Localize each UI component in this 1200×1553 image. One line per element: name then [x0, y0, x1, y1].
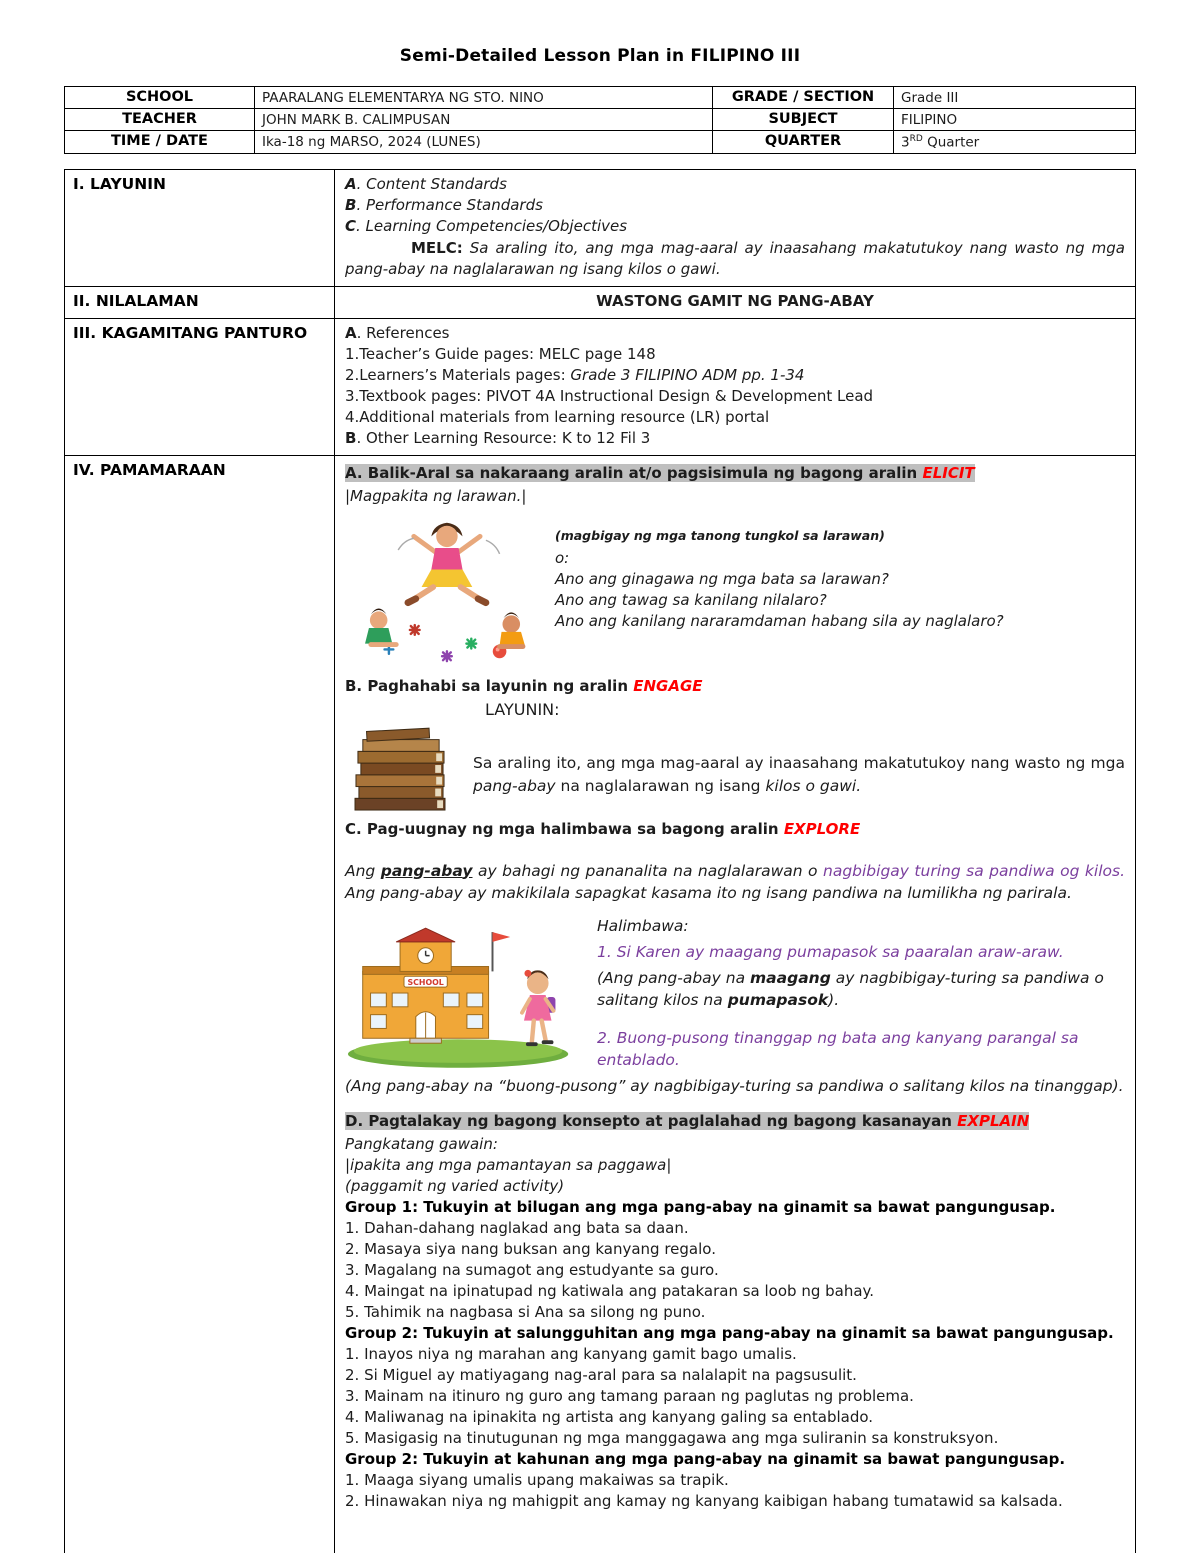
section-a-title: A. Balik-Aral sa nakaraang aralin at/o pagsisimula ng bagong aralin	[345, 463, 923, 482]
letter-c: C	[345, 216, 357, 235]
teacher-label: TEACHER	[65, 109, 255, 131]
engage-objective-paragraph	[473, 720, 1125, 798]
sitting-child-left	[365, 608, 396, 644]
reference-item-2-label: 2.Learners’s Materials pages:	[345, 365, 571, 384]
note1-text-3: ).	[828, 990, 840, 1009]
row-pamamaraan	[65, 455, 1136, 1553]
o-label: o:	[555, 548, 570, 567]
halimbawa-label: Halimbawa:	[597, 916, 689, 935]
nilalaman-row-label: II. NILALAMAN	[65, 286, 335, 318]
objective-text-1: Sa araling ito, ang mga mag-aaral ay inaasahang makatutukoy nang wasto ng mga	[473, 753, 1125, 772]
pangkatang-gawain-line: Pangkatang gawain:	[345, 1134, 498, 1153]
lesson-plan-table	[64, 169, 1136, 1553]
definition-text-1: Ang	[345, 861, 381, 880]
objective-text-2: na naglalarawan ng isang	[555, 776, 766, 795]
note1-text-1: (Ang pang-abay na	[597, 968, 751, 987]
objective-text-pang-abay: pang-abay	[473, 776, 556, 795]
melc-label: MELC:	[411, 238, 463, 257]
section-c-title: C. Pag-uugnay ng mga halimbawa sa bagong aralin	[345, 819, 784, 838]
document-title: Semi-Detailed Lesson Plan in FILIPINO III	[399, 46, 801, 66]
group-1-item: 5. Tahimik na nagbasa si Ana sa silong ng puno.	[345, 1302, 706, 1321]
note1-maagang: maagang	[750, 968, 831, 987]
question-3: Ano ang kanilang nararamdaman habang sila ay naglalaro?	[555, 611, 1004, 630]
references-text: . References	[356, 323, 450, 342]
group-2-item: 1. Inayos niya ng marahan ang kanyang gamit bago umalis.	[345, 1344, 797, 1363]
content-standards-text: . Content Standards	[356, 174, 507, 193]
reference-item-2-detail: Grade 3 FILIPINO ADM pp. 1-34	[570, 365, 805, 384]
performance-standards-text: . Performance Standards	[356, 195, 543, 214]
section-c-heading	[345, 819, 1125, 840]
row-nilalaman	[65, 286, 1136, 318]
info-row-school	[65, 87, 1136, 109]
other-resource-text: . Other Learning Resource: K to 12 Fil 3	[356, 428, 651, 447]
quarter-word: Quarter	[922, 134, 980, 151]
layunin-subheading: LAYUNIN:	[485, 699, 560, 719]
definition-text-3: Ang pang-abay ay makikilala sapagkat kasama ito ng isang pandiwa na lumilikha ng parirala.	[345, 883, 1072, 902]
group-3-title: Group 2: Tukuyin at kahunan ang mga pang-abay na ginamit sa bawat pangungusap.	[345, 1449, 1066, 1468]
row-layunin	[65, 169, 1136, 286]
layunin-content	[335, 169, 1136, 286]
reference-item-4: 4.Additional materials from learning resource (LR) portal	[345, 407, 770, 426]
section-b-body	[345, 720, 1125, 816]
definition-text-2: ay bahagi ng pananalita na naglalarawan o	[472, 861, 823, 880]
group-2-item: 4. Maliwanag na ipinakita ng artista ang kanyang galing sa entablado.	[345, 1407, 874, 1426]
example-1: 1. Si Karen ay maagang pumapasok sa paaralan araw-araw.	[597, 942, 1064, 961]
quarter-value	[894, 131, 1136, 154]
pang-abay-definition-paragraph	[345, 860, 1125, 904]
letter-b: B	[345, 428, 357, 447]
grade-section-label: GRADE / SECTION	[713, 87, 894, 109]
reference-item-2	[345, 365, 1125, 386]
letter-a: A	[345, 323, 357, 342]
definition-term: pang-abay	[380, 861, 473, 880]
kagamitan-row-label: III. KAGAMITANG PANTURO	[65, 318, 335, 455]
section-b-heading	[345, 676, 1125, 697]
sitting-child-right	[500, 612, 525, 646]
jumping-girl	[408, 522, 486, 602]
children-playing-illustration	[351, 511, 537, 667]
pamantayan-line: |ipakita ang mga pamantayan sa paggawa|	[345, 1155, 672, 1174]
example-2: 2. Buong-pusong tinanggap ng bata ang kanyang parangal sa entablado.	[597, 1028, 1079, 1069]
pamamaraan-content	[335, 455, 1136, 1553]
teacher-value: JOHN MARK B. CALIMPUSAN	[255, 109, 713, 131]
pamamaraan-row-label: IV. PAMAMARAAN	[65, 455, 335, 1553]
other-resource-line	[345, 428, 1125, 449]
subject-value: FILIPINO	[894, 109, 1136, 131]
group-3-item: 1. Maaga siyang umalis upang makaiwas sa trapik.	[345, 1470, 729, 1489]
melc-paragraph	[345, 238, 1125, 280]
group-2-item: 2. Si Miguel ay matiyagang nag-aral para sa nalalapit na pagsusulit.	[345, 1365, 857, 1384]
time-date-label: TIME / DATE	[65, 131, 255, 154]
quarter-ordinal: RD	[909, 134, 923, 144]
info-row-time	[65, 131, 1136, 154]
layunin-row-label: I. LAYUNIN	[65, 169, 335, 286]
show-picture-instruction: |Magpakita ng larawan.|	[345, 486, 527, 505]
nilalaman-content: WASTONG GAMIT NG PANG-ABAY	[335, 286, 1136, 318]
quarter-label: QUARTER	[713, 131, 894, 154]
group-3-item: 2. Hinawakan niya ng mahigpit ang kamay ng kanyang kaibigan habang tumatawid sa kalsada.	[345, 1491, 1063, 1510]
section-d-heading	[345, 1111, 1125, 1132]
group-1-item: 2. Masaya siya nang buksan ang kanyang regalo.	[345, 1239, 716, 1258]
group-2-item: 3. Mainam na itinuro ng guro ang tamang paraan ng paglutas ng problema.	[345, 1386, 914, 1405]
group-1-item: 3. Magalang na sumagot ang estudyante sa guro.	[345, 1260, 719, 1279]
time-date-value: Ika-18 ng MARSO, 2024 (LUNES)	[255, 131, 713, 154]
question-block	[555, 507, 1004, 632]
books-stack-illustration	[351, 722, 449, 812]
group-1-title: Group 1: Tukuyin at bilugan ang mga pang-abay na ginamit sa bawat pangungusap.	[345, 1197, 1056, 1216]
letter-b: B	[345, 195, 357, 214]
note1-pumapasok: pumapasok	[727, 990, 829, 1009]
engage-tag: ENGAGE	[633, 676, 703, 695]
info-row-teacher	[65, 109, 1136, 131]
reference-item-1: 1.Teacher’s Guide pages: MELC page 148	[345, 344, 656, 363]
explore-tag: EXPLORE	[783, 819, 861, 838]
subject-label: SUBJECT	[713, 109, 894, 131]
reference-item-3: 3.Textbook pages: PIVOT 4A Instructional Design & Development Lead	[345, 386, 874, 405]
grade-section-value: Grade III	[894, 87, 1136, 109]
kagamitan-content	[335, 318, 1136, 455]
example-2-note: (Ang pang-abay na “buong-pusong” ay nagbibigay-turing sa pandiwa o salitang kilos na tinanggap).	[345, 1076, 1124, 1095]
jacks-toys	[385, 625, 477, 661]
group-2-title: Group 2: Tukuyin at salungguhitan ang mga pang-abay na ginamit sa bawat pangungusap.	[345, 1323, 1114, 1342]
section-d-title: D. Pagtalakay ng bagong konsepto at paglalahad ng bagong kasanayan	[345, 1111, 958, 1130]
group-2-item: 5. Masigasig na tinutugunan ng mga manggagawa ang mga suliranin sa konstruksyon.	[345, 1428, 999, 1447]
school-value: PAARALANG ELEMENTARYA NG STO. NINO	[255, 87, 713, 109]
definition-text-purple: nagbibigay turing sa pandiwa og kilos.	[823, 861, 1125, 880]
question-2: Ano ang tawag sa kanilang nilalaro?	[555, 590, 827, 609]
school-building-illustration	[345, 920, 581, 1070]
section-a-heading	[345, 463, 1125, 484]
question-1: Ano ang ginagawa ng mga bata sa larawan?	[555, 569, 889, 588]
group-1-item: 4. Maingat na ipinatupad ng katiwala ang patakaran sa loob ng bahay.	[345, 1281, 875, 1300]
explain-tag: EXPLAIN	[957, 1111, 1030, 1130]
group-1-item: 1. Dahan-dahang naglakad ang bata sa daan.	[345, 1218, 689, 1237]
competencies-line	[345, 216, 1125, 237]
letter-a: A	[345, 174, 357, 193]
school-sign-text: SCHOOL	[407, 977, 444, 987]
competencies-text: . Learning Competencies/Objectives	[356, 216, 628, 235]
references-line	[345, 323, 1125, 344]
varied-activity-line: (paggamit ng varied activity)	[345, 1176, 565, 1195]
walking-girl	[522, 969, 555, 1043]
question-note: (magbigay ng mga tanong tungkol sa larawan)	[555, 527, 885, 543]
content-standards-line	[345, 174, 1125, 195]
school-building	[363, 928, 489, 1043]
row-kagamitan	[65, 318, 1136, 455]
section-c-examples	[345, 916, 1125, 1097]
info-table	[64, 86, 1136, 154]
section-b-title: B. Paghahabi sa layunin ng aralin	[345, 676, 634, 695]
performance-standards-line	[345, 195, 1125, 216]
melc-text: Sa araling ito, ang mga mag-aaral ay inaasahang makatutukoy nang wasto ng mga pang-abay na naglalarawan ng isang kilos o gawi.	[345, 238, 1125, 278]
school-label: SCHOOL	[65, 87, 255, 109]
note1-text-2: ay nagbibigay-turing sa pandiwa o salitang kilos na	[597, 968, 1104, 1009]
quarter-number: 3	[901, 134, 910, 151]
elicit-tag: ELICIT	[922, 463, 975, 482]
section-a-body	[345, 507, 1125, 673]
objective-text-kilos: kilos o gawi.	[765, 776, 862, 795]
